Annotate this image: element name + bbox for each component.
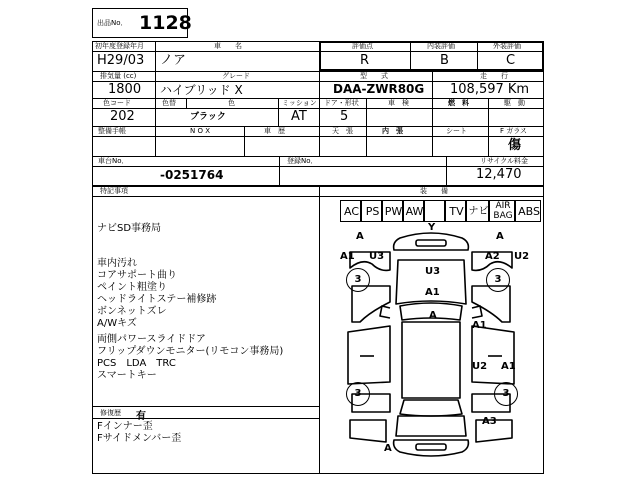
interior-score-value: B — [440, 53, 449, 68]
front-glass-label: F ガラス — [500, 127, 528, 135]
remark-line: フリップダウンモニター(リモコン事務局) — [97, 346, 284, 357]
damage-code: U3 — [425, 266, 441, 277]
drive-label: 駆 動 — [504, 99, 525, 107]
score-value: R — [360, 53, 370, 68]
displacement-label: 排気量 (cc) — [100, 72, 137, 80]
recycle-fee-value: 12,470 — [476, 167, 522, 182]
equipment-ac: AC — [340, 200, 361, 222]
remarks-block-condition — [97, 258, 216, 330]
repair-items — [97, 421, 181, 445]
fuel-label: 燃 料 — [448, 99, 469, 107]
remark-line: A/Wキズ — [97, 318, 137, 329]
color-code-value: 202 — [110, 109, 135, 124]
chassis-number-value: -0251764 — [160, 168, 224, 182]
damage-code: Y — [428, 222, 436, 233]
interior-score-label: 内装評価 — [427, 42, 455, 50]
car-name-value: ノア — [160, 53, 187, 68]
remarks-label: 特記事項 — [100, 187, 128, 195]
equipment-pw: PW — [382, 200, 403, 222]
color-label: 色 — [228, 99, 235, 107]
interior-lining-label: 内 張 — [382, 127, 403, 135]
history-label: 車 歴 — [264, 127, 285, 135]
equipment-tv: TV — [445, 200, 466, 222]
remark-line: ペイント粗塗り — [97, 282, 167, 293]
mission-value: AT — [291, 109, 307, 124]
front-glass-value: 傷 — [508, 138, 522, 153]
color-value: ブラック — [190, 112, 226, 122]
score-label: 評価点 — [352, 42, 373, 50]
roof-lining-label: 天 張 — [332, 127, 353, 135]
maintenance-book-label: 整備手帳 — [98, 127, 126, 135]
color-change-label: 色替 — [162, 99, 176, 107]
mileage-label: 走 行 — [480, 72, 508, 80]
registration-number-label: 登録No． — [287, 157, 318, 165]
equipment-label: 装 備 — [420, 187, 448, 195]
seat-label: シート — [446, 127, 467, 135]
damage-code: A1 — [472, 320, 487, 331]
equipment-abs: ABS — [515, 200, 541, 222]
damage-code: A — [384, 443, 392, 454]
doors-label: ドア・形状 — [324, 99, 359, 107]
wheel-rear-right: 3 — [494, 382, 518, 406]
first-registration-label: 初年度登録年月 — [95, 42, 144, 50]
damage-code: A — [429, 310, 437, 321]
damage-code: A1 — [340, 251, 355, 262]
remark-line: ヘッドライトステー補修跡 — [97, 294, 217, 305]
displacement-value: 1800 — [108, 82, 142, 97]
model-value: DAA-ZWR80G — [333, 82, 425, 96]
damage-code: U2 — [514, 251, 530, 262]
damage-code: A — [496, 231, 504, 242]
damage-code: A — [356, 231, 364, 242]
lot-number-value: 1128 — [139, 12, 192, 34]
damage-code: U2 — [472, 361, 488, 372]
damage-code: A1 — [425, 287, 440, 298]
doors-value: 5 — [340, 109, 349, 124]
grade-label: グレード — [222, 72, 250, 80]
equipment-airbag: AIR BAG — [489, 200, 515, 222]
remarks-block-equipment — [97, 334, 283, 382]
damage-code: A1 — [501, 361, 516, 372]
chassis-number-label: 車台No． — [98, 157, 129, 165]
mission-label: ミッション — [282, 99, 317, 107]
wheel-rear-left: 3 — [346, 382, 370, 406]
exterior-score-label: 外装評価 — [493, 42, 521, 50]
recycle-fee-label: リサイクル料金 — [480, 157, 529, 165]
inspection-label: 車 検 — [388, 99, 409, 107]
damage-code: A3 — [482, 416, 497, 427]
remark-line: PCS LDA TRC — [97, 358, 176, 369]
repair-item: Fインナー歪 — [97, 421, 153, 432]
repair-history-label: 修復歴 — [100, 409, 121, 417]
first-registration-value: H29/03 — [97, 53, 145, 68]
equipment-aw: AW — [403, 200, 424, 222]
model-label: 型 式 — [360, 72, 388, 80]
wheel-front-left: 3 — [346, 268, 370, 292]
car-name-label: 車 名 — [214, 42, 242, 50]
remark-line: ナビSD事務局 — [97, 223, 162, 234]
nox-label: N O X — [190, 127, 210, 135]
damage-code: U3 — [369, 251, 385, 262]
color-code-label: 色コード — [103, 99, 131, 107]
equipment-navi: ナビ — [466, 200, 489, 222]
equipment-blank — [424, 200, 445, 222]
grade-value: ハイブリッド X — [160, 83, 243, 97]
remark-line: 車内汚れ — [97, 258, 137, 269]
mileage-value: 108,597 Km — [450, 82, 530, 97]
equipment-ps: PS — [361, 200, 382, 222]
remark-line: ボンネットズレ — [97, 306, 167, 317]
remark-line: スマートキー — [97, 370, 157, 381]
wheel-front-right: 3 — [486, 268, 510, 292]
lot-number-label: 出品No． — [97, 19, 128, 27]
repair-item: Fサイドメンバー歪 — [97, 433, 182, 444]
remark-line: 両側パワースライドドア — [97, 334, 206, 345]
repair-history-value: 有 — [136, 411, 146, 422]
exterior-score-value: C — [506, 53, 516, 68]
damage-code: A2 — [485, 251, 500, 262]
lot-number-box — [92, 8, 192, 38]
remark-line: コアサポート曲り — [97, 270, 177, 281]
